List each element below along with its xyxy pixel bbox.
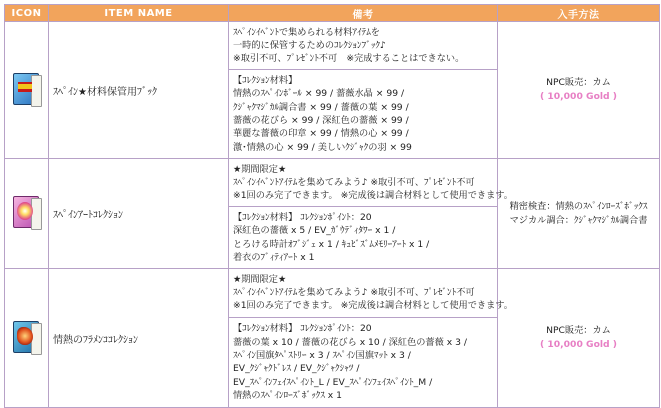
source-price: ( 10,000 Gold ) — [539, 91, 618, 102]
note-description — [229, 22, 498, 70]
note-line: ｸｼﾞｬｸﾏｼﾞｶﾙ調合書 × 99 / 薔薇の葉 × 99 / — [233, 101, 409, 113]
note-line: EV_ｸｼﾞｬｸﾄﾞﾚｽ / EV_ｸｼﾞｬｸｼｬﾂ / — [233, 363, 360, 375]
note-line: ★期間限定★ — [233, 163, 287, 175]
spain-art-collection-icon — [11, 194, 43, 230]
note-line: ※1回のみ完了できます。 ※完成後は調合材料として使用できます。 — [233, 300, 513, 312]
note-line: ※1回のみ完了できます。 ※完成後は調合材料として使用できます。 — [233, 190, 513, 202]
icon-cell — [5, 159, 49, 269]
source-cell — [498, 269, 660, 408]
table-row — [5, 22, 660, 70]
source-npc: NPC販売：カム — [546, 77, 611, 88]
item-name: ｽﾍﾟｲﾝ★材料保管用ﾌﾞｯｸ — [49, 22, 229, 159]
note-materials — [229, 317, 498, 407]
note-line: 深紅色の薔薇 x 5 / EV_ｶﾞｳﾃﾞｨﾀﾜｰ x 1 / — [233, 225, 396, 237]
source-cell — [498, 159, 660, 269]
table-row — [5, 269, 660, 318]
note-line: 一時的に保管するためのｺﾚｸｼｮﾝﾌﾞｯｸ♪ — [233, 39, 386, 51]
note-line: 着衣のﾌﾞｨﾃｨｱｰﾄ x 1 — [233, 251, 315, 263]
note-line: ※取引不可、ﾌﾟﾚｾﾞﾝﾄ不可 ※完成することはできない。 — [233, 53, 465, 65]
note-line: 【ｺﾚｸｼｮﾝ材料】 — [233, 75, 298, 87]
header-item-name: ITEM NAME — [49, 5, 229, 22]
header-source: 入手方法 — [498, 5, 660, 22]
item-name: ｽﾍﾟｲﾝｱｰﾄｺﾚｸｼｮﾝ — [49, 159, 229, 269]
note-line: 薔薇の花びら × 99 / 深紅色の薔薇 × 99 / — [233, 115, 409, 126]
note-line: とろける時計ｵﾌﾞｼﾞｪ x 1 / ｷｭﾋﾞｽﾞﾑﾒﾓﾘｰｱｰﾄ x 1 / — [233, 238, 430, 250]
header-icon: ICON — [5, 5, 49, 22]
source-inspection: 精密検査：情熱のｽﾍﾟｲﾝﾛｰｽﾞﾎﾞｯｸｽ — [509, 200, 648, 212]
source-price: ( 10,000 Gold ) — [539, 339, 618, 350]
table-row — [5, 159, 660, 207]
note-line: 激･情熱の心 × 99 / 美しいｸｼﾞｬｸの羽 × 99 — [233, 141, 412, 153]
header-note: 備考 — [229, 5, 498, 22]
note-line: 薔薇の葉 x 10 / 薔薇の花びら x 10 / 深紅色の薔薇 x 3 / — [233, 336, 467, 348]
flamenco-collection-icon — [11, 319, 43, 355]
note-line: ★期間限定★ — [233, 273, 287, 285]
item-table — [4, 4, 660, 408]
note-description — [229, 269, 513, 318]
note-materials — [229, 70, 498, 159]
source-npc: NPC販売：カム — [546, 325, 611, 336]
note-line: 【ｺﾚｸｼｮﾝ材料】 ｺﾚｸｼｮﾝﾎﾟｲﾝﾄ：20 — [233, 211, 372, 223]
note-line: 情熱のｽﾍﾟｲﾝﾎﾞｰﾙ × 99 / 薔薇水晶 × 99 / — [233, 88, 405, 100]
note-description — [229, 159, 513, 207]
note-line: EV_ｽﾍﾟｲﾝﾌｪｲｽﾍﾟｲﾝﾄ_L / EV_ｽﾍﾟｲﾝﾌｪｲｽﾍﾟｲﾝﾄ_M / — [233, 376, 433, 388]
item-name: 情熱のﾌﾗﾒﾝｺｺﾚｸｼｮﾝ — [49, 269, 229, 408]
note-materials — [229, 207, 498, 269]
note-line: 情熱のｽﾍﾟｲﾝﾛｰｽﾞﾎﾞｯｸｽ x 1 — [233, 389, 342, 401]
note-line: 華麗な薔薇の印章 × 99 / 情熱の心 × 99 / — [233, 128, 409, 140]
note-line: ｽﾍﾟｲﾝｲﾍﾞﾝﾄｱｲﾃﾑを集めてみよう♪ ※取引不可、ﾌﾟﾚｾﾞﾝﾄ不可 — [233, 176, 475, 188]
note-line: ｽﾍﾟｲﾝｲﾍﾞﾝﾄｱｲﾃﾑを集めてみよう♪ ※取引不可、ﾌﾟﾚｾﾞﾝﾄ不可 — [233, 287, 475, 299]
icon-cell — [5, 22, 49, 159]
header-row — [5, 5, 660, 22]
source-cell — [498, 22, 660, 159]
note-line: ｽﾍﾟｲﾝ国旗ﾀﾍﾟｽﾄﾘｰ x 3 / ｽﾍﾟｲﾝ国旗ﾏｯﾄ x 3 / — [233, 350, 411, 362]
note-line: 【ｺﾚｸｼｮﾝ材料】 ｺﾚｸｼｮﾝﾎﾟｲﾝﾄ：20 — [233, 323, 372, 335]
note-line: ｽﾍﾟｲﾝｲﾍﾞﾝﾄで集められる材料ｱｲﾃﾑを — [233, 26, 380, 38]
spain-flag-book-icon — [11, 71, 43, 107]
icon-cell — [5, 269, 49, 408]
source-magical-mix: マジカル調合：ｸｼﾞｬｸﾏｼﾞｶﾙ調合書 — [509, 214, 648, 226]
